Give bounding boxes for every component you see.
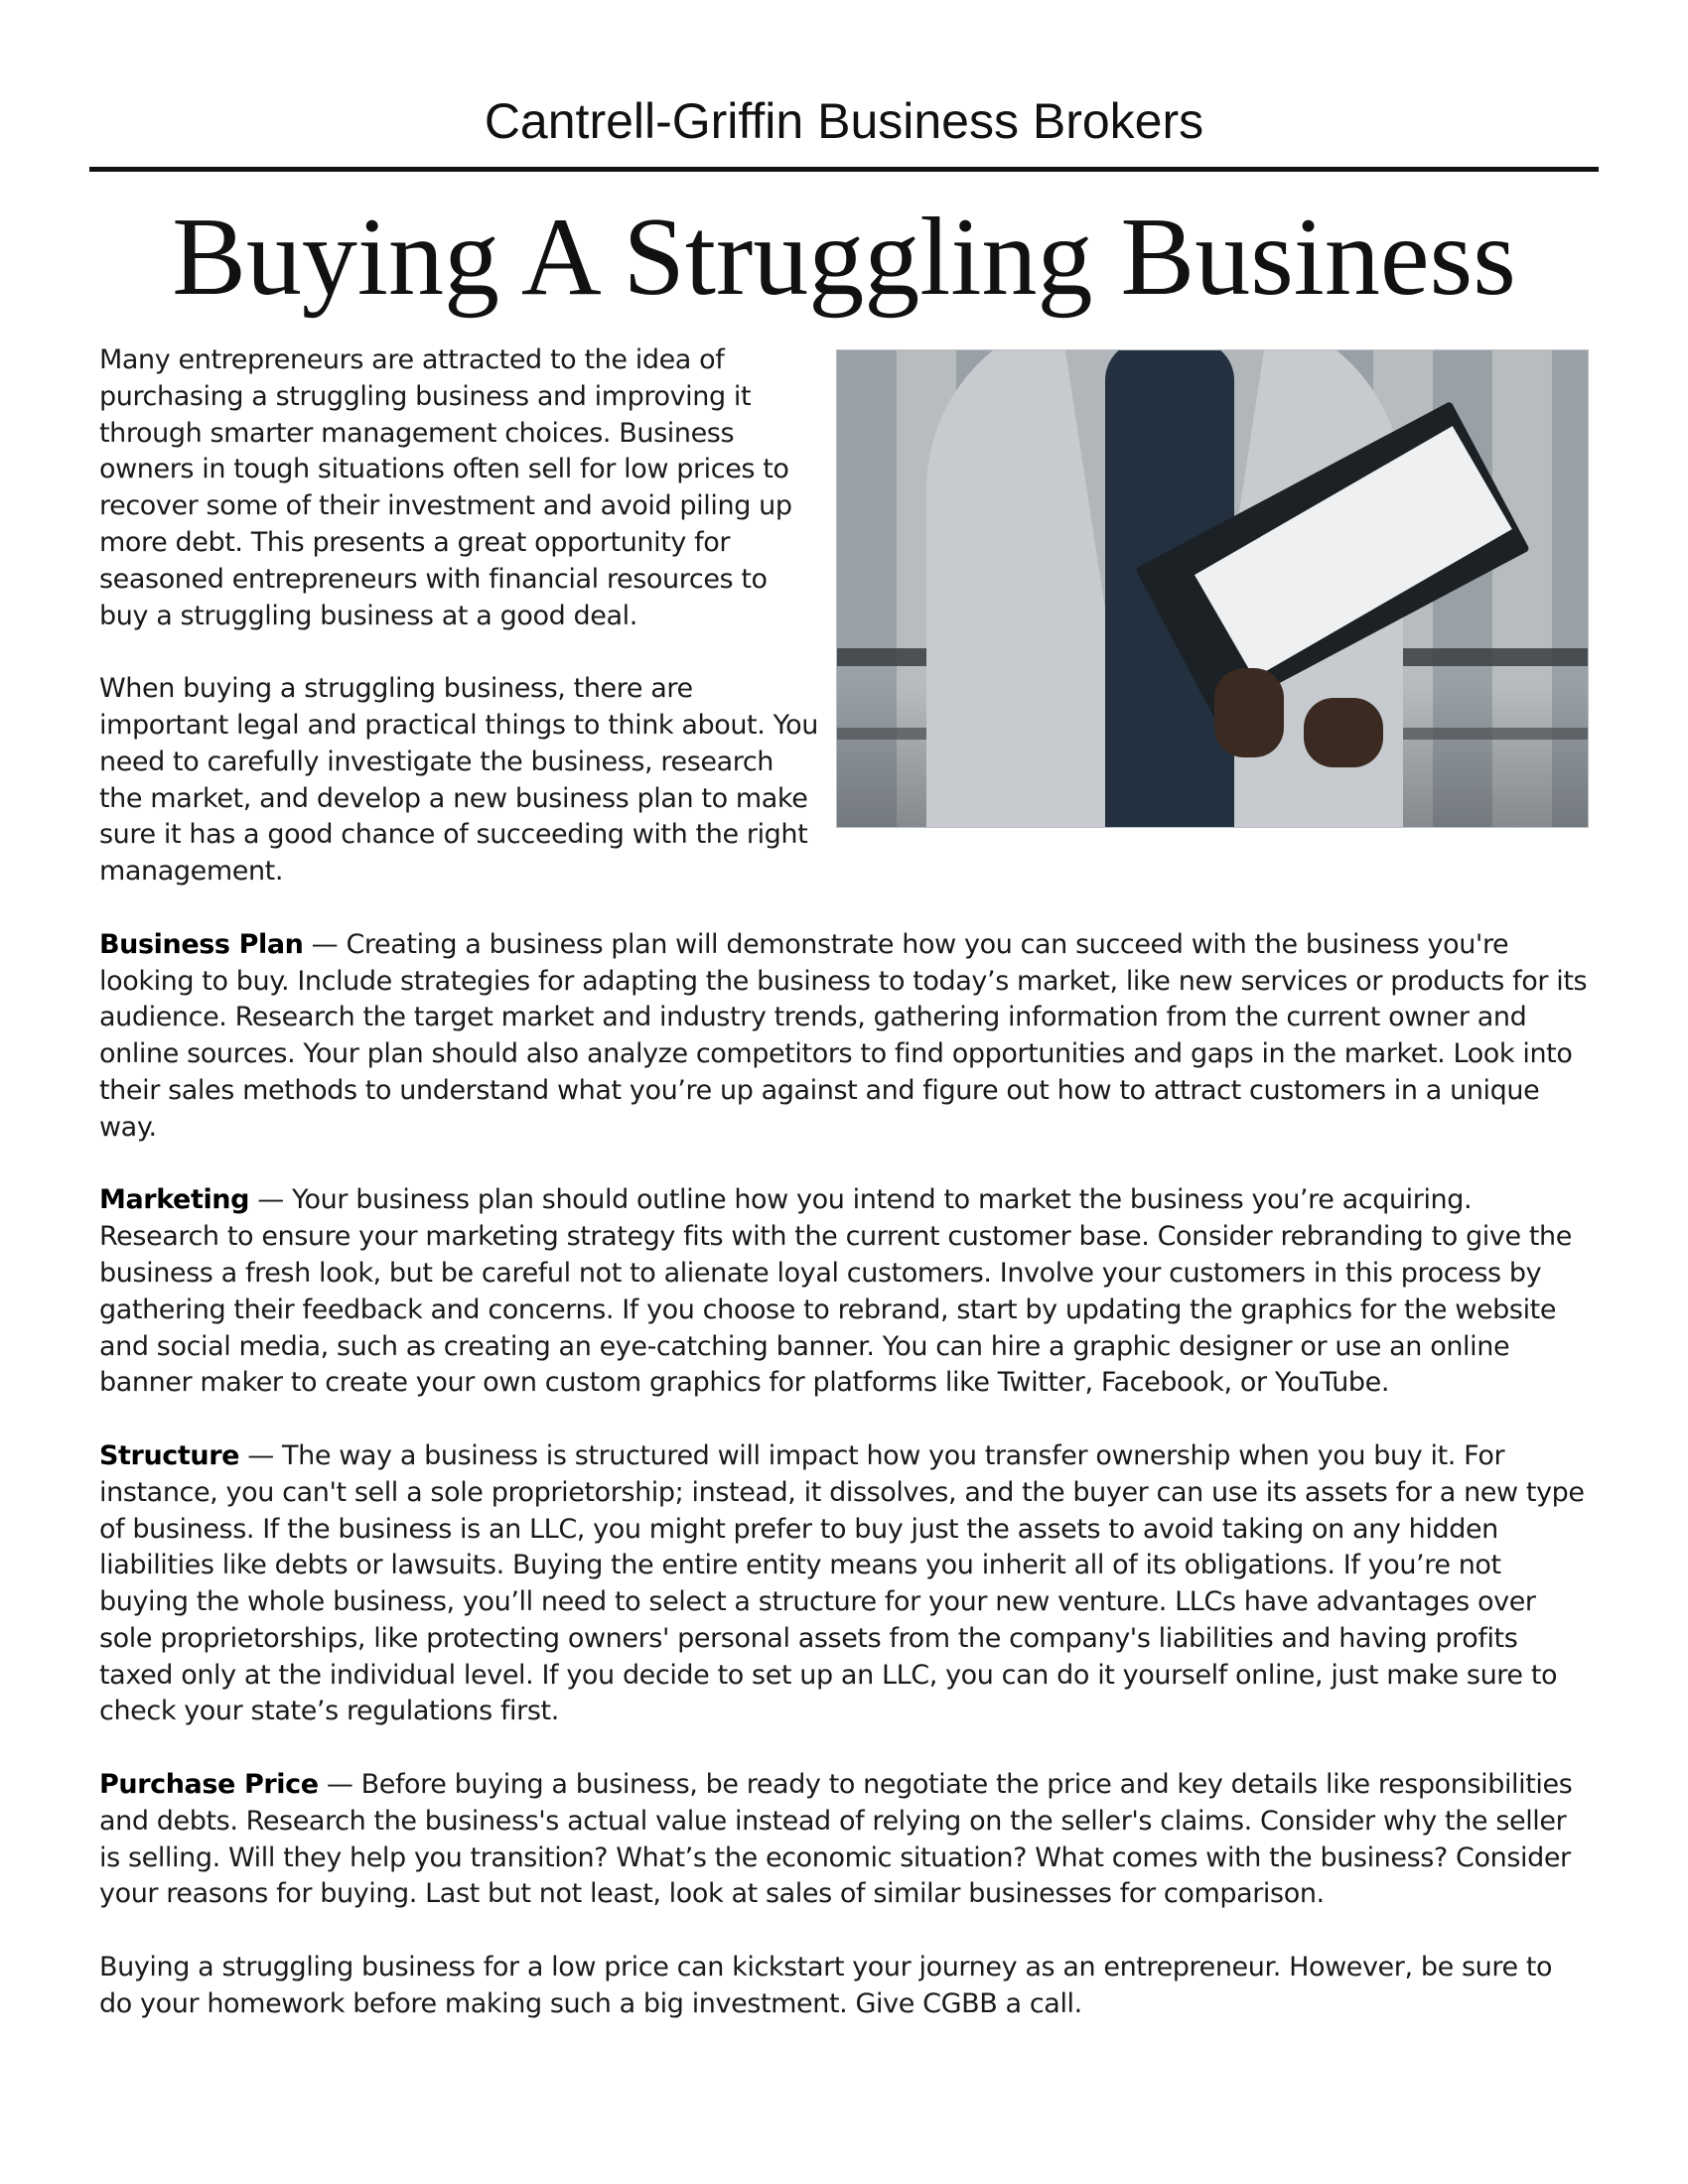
header-divider [89,167,1599,172]
businessman-photo [836,349,1589,828]
section-heading: Marketing [99,1184,250,1216]
section-heading: Structure [99,1439,240,1471]
section-purchase-price [99,1767,1589,1913]
article-body [99,342,1596,2023]
section-heading: Purchase Price [99,1769,319,1801]
section-text: — Before buying a business, be ready to negotiate the price and key details like responsibilities and debts. Research the business's actual value instead of relying on the seller's claims. Consider why the seller is selling. Will they help you transition? What’s the economic situation? What comes with the business? Consider your reasons for buying. Last but not least, look at sales of similar businesses for comparison. [99,1769,1581,1910]
company-header: Cantrell-Griffin Business Brokers [484,93,1204,149]
section-text: — The way a business is structured will impact how you transfer ownership when you buy it. For instance, you can't sell a sole proprietorship; instead, it dissolves, and the buyer can use its assets for a new type of business. If the business is an LLC, you might prefer to buy just the assets to avoid taking on any hidden liabilities like debts or lawsuits. Buying the entire entity means you inherit all of its obligations. If you’re not buying the whole business, you’ll need to select a structure for your new venture. LLCs have advantages over sole proprietorships, like protecting owners' personal assets from the company's liabilities and having profits taxed only at the individual level. If you decide to set up an LLC, you can do it yourself online, just make sure to check your state’s regulations first. [99,1439,1593,1727]
closing-paragraph: Buying a struggling business for a low price can kickstart your journey as an entrepreneur. However, be sure to do your homework before making such a big investment. Give CGBB a call. [99,1952,1561,2019]
section-structure [99,1438,1593,1730]
section-text: — Creating a business plan will demonstrate how you can succeed with the business you're looking to buy. Include strategies for adapting the business to today’s market, like new services or products for its audience. Research the target market and industry trends, gathering information from the current owner and online sources. Your plan should also analyze competitors to find opportunities and gaps in the market. Look into their sales methods to understand what you’re up against and figure out how to attract customers in a unique way. [99,928,1596,1143]
section-text: — Your business plan should outline how you intend to market the business you’re acquiring. Research to ensure your marketing strategy fits with the current customer base. Consider rebranding to give the business a fresh look, but be careful not to alienate loyal customers. Involve your customers in this process by gathering their feedback and concerns. If you choose to rebrand, start by updating the graphics for the website and social media, such as creating an eye-catching banner. You can hire a graphic designer or use an online banner maker to create your own custom graphics for platforms like Twitter, Facebook, or YouTube. [99,1184,1581,1399]
section-marketing [99,1182,1589,1402]
intro-paragraph-2: When buying a struggling business, there are important legal and practical things to think about. You need to carefully investigate the business, research the market, and develop a new business plan to make sure it has a good chance of succeeding with the right management. [99,673,827,887]
article-title: Buying A Struggling Business [172,196,1516,319]
section-heading: Business Plan [99,928,304,960]
intro-paragraph-1: Many entrepreneurs are attracted to the idea of purchasing a struggling business and improving it through smarter management choices. Business owners in tough situations often sell for low prices to recover some of their investment and avoid piling up more debt. This presents a great opportunity for seasoned entrepreneurs with financial resources to buy a struggling business at a good deal. [99,344,800,631]
section-business-plan [99,927,1596,1147]
